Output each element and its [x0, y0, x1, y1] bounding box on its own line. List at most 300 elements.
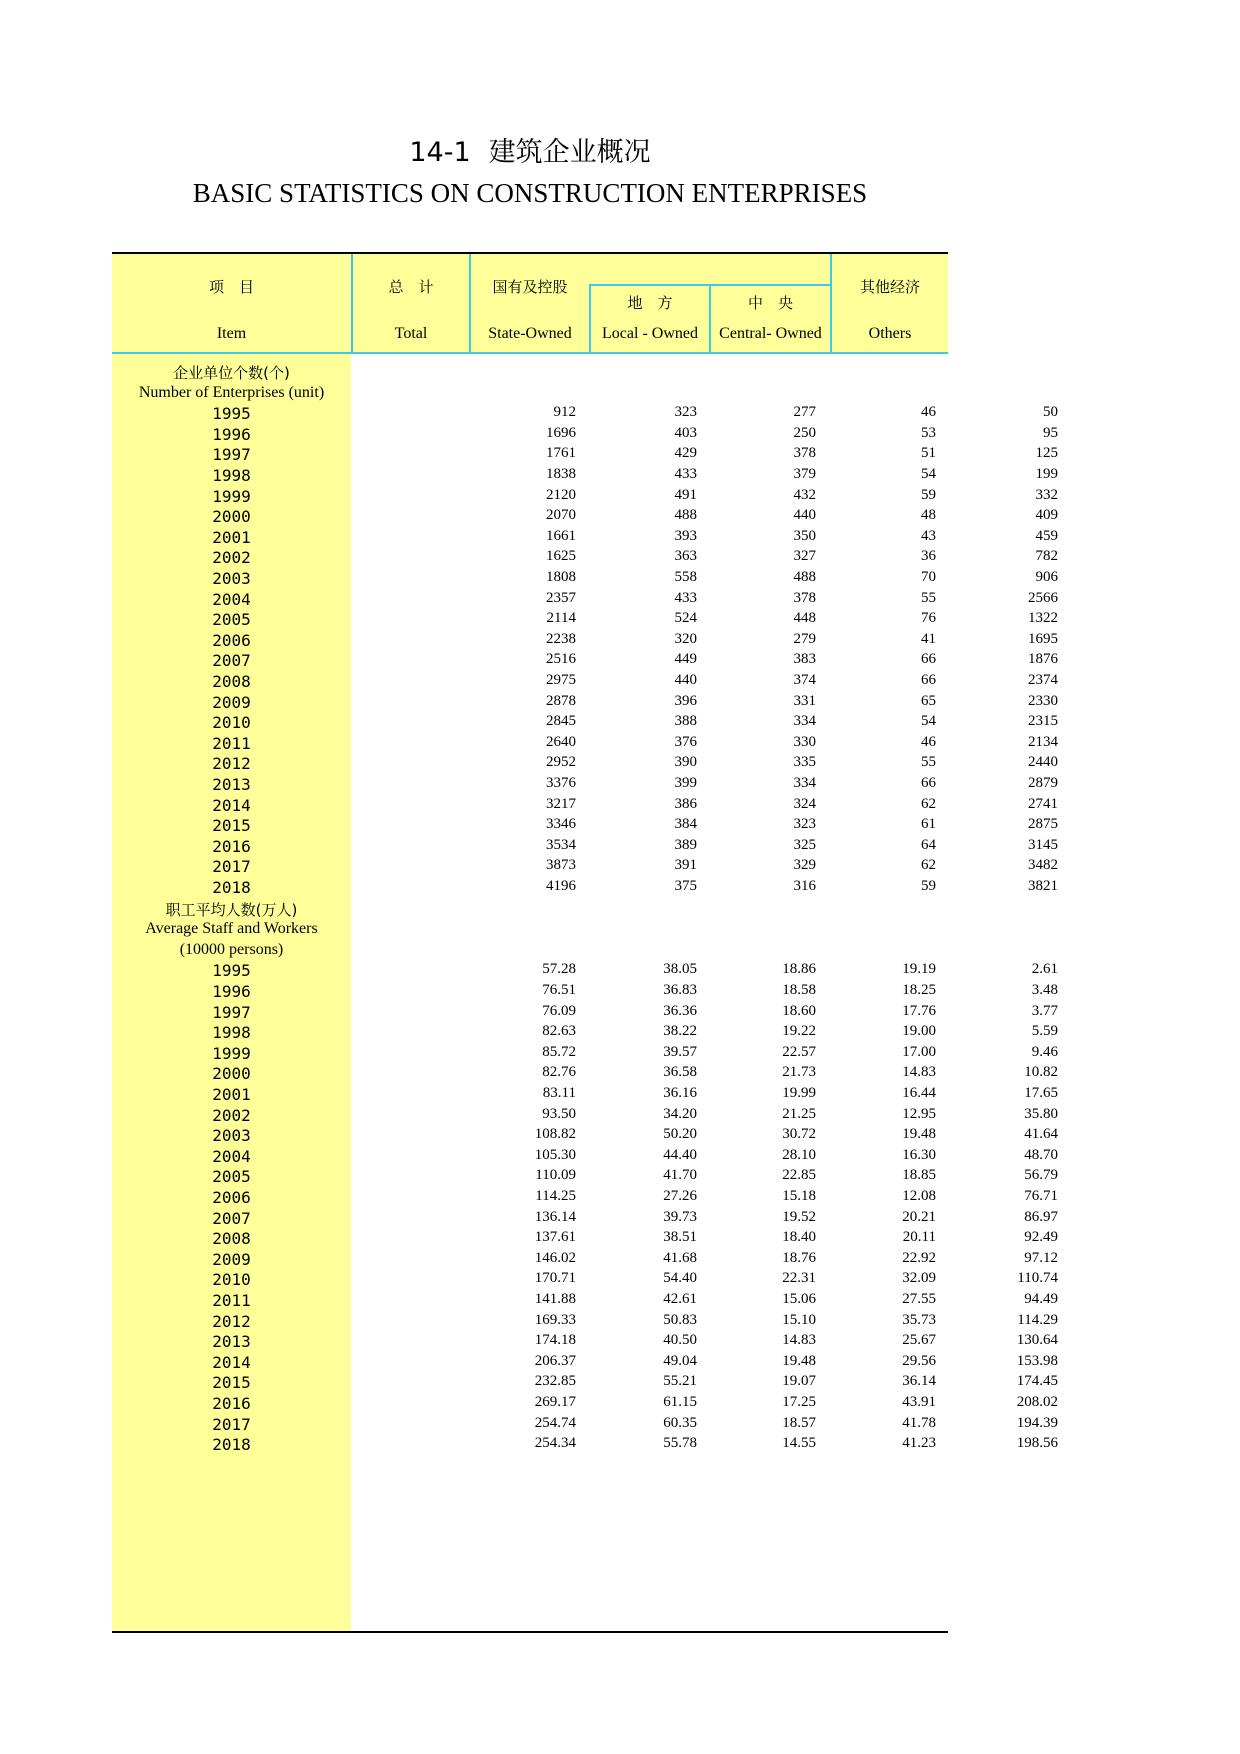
cell-value: 57.28 — [542, 961, 576, 978]
cell-value: 327 — [793, 548, 816, 565]
cell-value: 70 — [921, 569, 936, 585]
cell-value: 21.25 — [782, 1105, 816, 1122]
cell-value: 16.30 — [902, 1146, 936, 1163]
row-year: 2015 — [212, 816, 251, 836]
cell-value: 206.37 — [534, 1352, 576, 1369]
statistics-table — [112, 252, 1058, 1633]
row-year: 2017 — [212, 857, 251, 877]
row-year: 2009 — [212, 1249, 251, 1269]
cell-value: 62 — [921, 795, 936, 812]
cell-value: 19.48 — [782, 1352, 816, 1369]
cell-value: 39.73 — [663, 1208, 697, 1225]
cell-value: 375 — [674, 878, 697, 894]
cell-value: 19.52 — [782, 1208, 816, 1225]
cell-value: 41.78 — [902, 1414, 936, 1431]
cell-value: 146.02 — [534, 1249, 576, 1266]
cell-value: 3.77 — [1031, 1002, 1058, 1019]
cell-value: 38.22 — [663, 1023, 697, 1040]
cell-value: 2879 — [1028, 775, 1058, 791]
row-year: 1996 — [212, 424, 251, 444]
cell-value: 55 — [921, 754, 936, 771]
row-year: 2000 — [212, 507, 251, 527]
cell-value: 41.23 — [902, 1435, 936, 1452]
cell-value: 54 — [921, 466, 936, 482]
cell-value: 92.49 — [1024, 1229, 1058, 1246]
row-year: 2017 — [212, 1414, 251, 1434]
header-central-owned — [711, 254, 830, 352]
table-row — [112, 1414, 1058, 1438]
table-row — [112, 527, 1058, 551]
cell-value: 105.30 — [534, 1146, 576, 1163]
cell-value: 2875 — [1028, 816, 1058, 833]
cell-value: 41.70 — [663, 1167, 697, 1184]
table-row — [112, 630, 1058, 654]
cell-value: 440 — [793, 507, 816, 524]
row-year: 2013 — [212, 775, 251, 794]
cell-value: 55.21 — [663, 1373, 697, 1390]
row-year: 1995 — [212, 404, 251, 424]
cell-value: 334 — [793, 713, 816, 730]
table-row — [112, 1249, 1058, 1273]
row-year: 1999 — [212, 486, 251, 506]
cell-value: 65 — [921, 692, 936, 709]
cell-value: 18.58 — [782, 982, 816, 998]
table-row — [112, 1043, 1058, 1067]
cell-value: 22.85 — [782, 1167, 816, 1184]
cell-value: 488 — [793, 569, 816, 585]
cell-value: 383 — [793, 651, 816, 668]
table-row — [112, 775, 1058, 798]
cell-value: 448 — [793, 610, 816, 627]
cell-value: 170.71 — [534, 1270, 576, 1287]
cell-value: 59 — [921, 878, 936, 894]
cell-value: 324 — [793, 795, 816, 812]
table-row — [112, 795, 1058, 819]
header-others-en: Others — [868, 325, 912, 342]
row-year: 2005 — [212, 1167, 251, 1187]
cell-value: 449 — [674, 651, 697, 668]
cell-value: 95 — [1043, 424, 1058, 441]
cell-value: 114.25 — [535, 1188, 576, 1204]
cell-value: 15.18 — [782, 1188, 816, 1204]
cell-value: 66 — [921, 672, 936, 688]
cell-value: 323 — [674, 404, 697, 421]
cell-value: 51 — [921, 445, 936, 462]
cell-value: 39.57 — [663, 1043, 697, 1060]
cell-value: 254.74 — [534, 1414, 576, 1431]
cell-value: 76.51 — [542, 982, 576, 998]
cell-value: 53 — [921, 424, 936, 441]
cell-value: 44.40 — [663, 1146, 697, 1163]
cell-value: 331 — [793, 692, 816, 709]
cell-value: 433 — [674, 466, 697, 482]
cell-value: 22.57 — [782, 1043, 816, 1060]
cell-value: 1695 — [1028, 630, 1058, 647]
cell-value: 22.92 — [902, 1249, 936, 1266]
table-row — [112, 548, 1058, 571]
cell-value: 378 — [793, 445, 816, 462]
cell-value: 459 — [1035, 527, 1058, 544]
header-state-owned — [471, 254, 589, 352]
cell-value: 22.31 — [782, 1270, 816, 1287]
table-row — [112, 445, 1058, 468]
header-local-owned — [591, 254, 709, 352]
table-row — [112, 1311, 1058, 1335]
header-state-en: State-Owned — [488, 325, 572, 342]
cell-value: 17.25 — [782, 1394, 816, 1410]
cell-value: 320 — [674, 630, 697, 647]
cell-value: 19.07 — [782, 1373, 816, 1390]
cell-value: 174.18 — [534, 1332, 576, 1349]
cell-value: 18.57 — [782, 1414, 816, 1431]
row-year: 2011 — [212, 1291, 251, 1310]
cell-value: 50.83 — [663, 1311, 697, 1328]
cell-value: 2.61 — [1031, 961, 1058, 978]
row-year: 1997 — [212, 445, 251, 465]
row-year: 2004 — [212, 589, 251, 609]
cell-value: 17.76 — [902, 1002, 936, 1019]
section-title-en: Number of Enterprises (unit) — [138, 383, 325, 401]
cell-value: 93.50 — [542, 1105, 576, 1122]
cell-value: 433 — [674, 589, 697, 606]
table-row — [112, 672, 1058, 695]
cell-value: 396 — [674, 692, 697, 709]
row-year: 2018 — [212, 878, 251, 897]
cell-value: 17.00 — [902, 1043, 936, 1060]
cell-value: 316 — [793, 878, 816, 894]
cell-value: 2640 — [546, 733, 576, 750]
cell-value: 38.51 — [663, 1229, 697, 1246]
cell-value: 34.20 — [663, 1105, 697, 1122]
row-year: 2011 — [212, 733, 251, 753]
row-year: 2016 — [212, 1394, 251, 1413]
row-year: 1997 — [212, 1002, 251, 1022]
table-row — [112, 1332, 1058, 1355]
row-year: 2009 — [212, 692, 251, 712]
cell-value: 18.86 — [782, 961, 816, 978]
table-row — [112, 1126, 1058, 1149]
table-row — [112, 1394, 1058, 1417]
row-year: 1998 — [212, 1023, 251, 1043]
section-title-cn: 企业单位个数(个) — [173, 364, 290, 382]
row-year: 2007 — [212, 1208, 251, 1228]
cell-value: 97.12 — [1024, 1249, 1058, 1266]
cell-value: 2315 — [1028, 713, 1058, 730]
table-header — [112, 252, 948, 354]
header-total-cn: 总 计 — [388, 278, 434, 296]
cell-value: 20.21 — [902, 1208, 936, 1225]
header-item-cn: 项 目 — [208, 278, 254, 296]
table-row — [112, 404, 1058, 427]
cell-value: 19.19 — [902, 961, 936, 978]
cell-value: 3.48 — [1031, 982, 1058, 998]
row-year: 2002 — [212, 548, 251, 568]
cell-value: 56.79 — [1024, 1167, 1058, 1184]
header-local-en: Local - Owned — [602, 325, 698, 342]
cell-value: 335 — [793, 754, 816, 771]
table-row — [112, 1352, 1058, 1376]
cell-value: 9.46 — [1031, 1043, 1058, 1060]
cell-value: 62 — [921, 857, 936, 874]
table-row — [112, 1002, 1058, 1026]
row-year: 2008 — [212, 1229, 251, 1249]
cell-value: 250 — [793, 424, 816, 441]
cell-value: 18.25 — [902, 982, 936, 998]
cell-value: 1625 — [546, 548, 576, 565]
table-row — [112, 982, 1058, 1005]
table-row — [112, 1291, 1058, 1314]
cell-value: 27.26 — [663, 1188, 697, 1204]
cell-value: 19.99 — [782, 1085, 816, 1101]
cell-value: 2516 — [546, 651, 576, 668]
cell-value: 432 — [793, 486, 816, 503]
cell-value: 82.63 — [542, 1023, 576, 1040]
cell-value: 2238 — [546, 630, 576, 647]
table-row — [112, 610, 1058, 633]
cell-value: 254.34 — [534, 1435, 576, 1452]
row-year: 2006 — [212, 1188, 251, 1207]
cell-value: 2330 — [1028, 692, 1058, 709]
cell-value: 55 — [921, 589, 936, 606]
cell-value: 17.65 — [1024, 1085, 1058, 1101]
cell-value: 76 — [921, 610, 936, 627]
cell-value: 153.98 — [1016, 1352, 1058, 1369]
cell-value: 61 — [921, 816, 936, 833]
cell-value: 19.00 — [902, 1023, 936, 1040]
header-item-en: Item — [216, 325, 247, 342]
cell-value: 55.78 — [663, 1435, 697, 1452]
row-year: 2014 — [212, 795, 251, 815]
cell-value: 28.10 — [782, 1146, 816, 1163]
table-row — [112, 1373, 1058, 1396]
cell-value: 329 — [793, 857, 816, 874]
cell-value: 388 — [674, 713, 697, 730]
cell-value: 19.22 — [782, 1023, 816, 1040]
table-number: 14-1 — [409, 137, 471, 168]
page-title-en: BASIC STATISTICS ON CONSTRUCTION ENTERPRISES — [192, 178, 868, 208]
cell-value: 85.72 — [542, 1043, 576, 1060]
cell-value: 18.40 — [782, 1229, 816, 1246]
cell-value: 386 — [674, 795, 697, 812]
table-row — [112, 733, 1058, 757]
cell-value: 110.74 — [1017, 1270, 1058, 1287]
cell-value: 379 — [793, 466, 816, 482]
cell-value: 2566 — [1028, 589, 1058, 606]
cell-value: 30.72 — [782, 1126, 816, 1143]
table-row — [112, 1085, 1058, 1108]
row-year: 2008 — [212, 672, 251, 691]
row-year: 2016 — [212, 836, 251, 856]
cell-value: 2357 — [546, 589, 576, 606]
cell-value: 325 — [793, 836, 816, 853]
cell-value: 1838 — [546, 466, 576, 482]
table-row — [112, 836, 1058, 860]
cell-value: 110.09 — [535, 1167, 576, 1184]
cell-value: 10.82 — [1024, 1064, 1058, 1081]
cell-value: 94.49 — [1024, 1291, 1058, 1307]
cell-value: 363 — [674, 548, 697, 565]
cell-value: 25.67 — [902, 1332, 936, 1349]
row-year: 2005 — [212, 610, 251, 630]
table-row — [112, 424, 1058, 448]
cell-value: 1661 — [546, 527, 576, 544]
row-year: 2000 — [212, 1064, 251, 1084]
cell-value: 2741 — [1028, 795, 1058, 812]
row-year: 1995 — [212, 961, 251, 981]
table-row — [112, 1208, 1058, 1232]
cell-value: 64 — [921, 836, 936, 853]
cell-value: 2952 — [546, 754, 576, 771]
cell-value: 393 — [674, 527, 697, 544]
cell-value: 50 — [1043, 404, 1058, 421]
table-row — [112, 692, 1058, 716]
cell-value: 429 — [674, 445, 697, 462]
header-item — [112, 254, 351, 352]
table-row — [112, 1188, 1058, 1211]
cell-value: 18.85 — [902, 1167, 936, 1184]
cell-value: 36.83 — [663, 982, 697, 998]
row-year: 2018 — [212, 1435, 251, 1455]
table-row — [112, 816, 1058, 839]
cell-value: 36 — [921, 548, 936, 565]
cell-value: 14.83 — [902, 1064, 936, 1081]
header-central-en: Central- Owned — [719, 325, 822, 342]
cell-value: 3145 — [1028, 836, 1058, 853]
row-year: 2012 — [212, 754, 251, 774]
cell-value: 1696 — [546, 424, 576, 441]
cell-value: 208.02 — [1016, 1394, 1058, 1410]
cell-value: 130.64 — [1016, 1332, 1058, 1349]
cell-value: 41.64 — [1024, 1126, 1058, 1143]
cell-value: 86.97 — [1024, 1208, 1058, 1225]
cell-value: 1808 — [546, 569, 576, 585]
cell-value: 66 — [921, 775, 936, 791]
cell-value: 27.55 — [902, 1291, 936, 1307]
cell-value: 42.61 — [663, 1291, 697, 1307]
cell-value: 49.04 — [663, 1352, 697, 1369]
cell-value: 3376 — [546, 775, 576, 791]
cell-value: 14.83 — [782, 1332, 816, 1349]
cell-value: 1876 — [1028, 651, 1058, 668]
cell-value: 20.11 — [902, 1229, 936, 1246]
row-year: 2013 — [212, 1332, 251, 1352]
cell-value: 3482 — [1028, 857, 1058, 874]
cell-value: 40.50 — [663, 1332, 697, 1349]
cell-value: 21.73 — [782, 1064, 816, 1081]
row-year: 1999 — [212, 1043, 251, 1063]
cell-value: 1761 — [546, 445, 576, 462]
cell-value: 2374 — [1028, 672, 1058, 688]
cell-value: 782 — [1035, 548, 1058, 565]
table-row — [112, 878, 1058, 901]
cell-value: 137.61 — [534, 1229, 576, 1246]
cell-value: 18.76 — [782, 1249, 816, 1266]
cell-value: 15.10 — [782, 1311, 816, 1328]
row-year: 2010 — [212, 1270, 251, 1290]
cell-value: 1322 — [1028, 610, 1058, 627]
header-others — [832, 254, 948, 352]
cell-value: 35.80 — [1024, 1105, 1058, 1122]
cell-value: 174.45 — [1016, 1373, 1058, 1390]
cell-value: 334 — [793, 775, 816, 791]
cell-value: 66 — [921, 651, 936, 668]
cell-value: 108.82 — [534, 1126, 576, 1143]
table-row — [112, 857, 1058, 880]
cell-value: 76.09 — [542, 1002, 576, 1019]
cell-value: 16.44 — [902, 1085, 936, 1101]
table-body — [112, 354, 1058, 1633]
cell-value: 350 — [793, 527, 816, 544]
cell-value: 38.05 — [663, 961, 697, 978]
table-row — [112, 507, 1058, 530]
cell-value: 43.91 — [902, 1394, 936, 1410]
row-year: 2001 — [212, 1085, 251, 1104]
cell-value: 524 — [674, 610, 697, 627]
cell-value: 403 — [674, 424, 697, 441]
row-year: 2001 — [212, 527, 251, 547]
cell-value: 232.85 — [534, 1373, 576, 1390]
cell-value: 378 — [793, 589, 816, 606]
cell-value: 3346 — [546, 816, 576, 833]
table-row — [112, 1146, 1058, 1170]
cell-value: 399 — [674, 775, 697, 791]
table-row — [112, 486, 1058, 510]
cell-value: 2975 — [546, 672, 576, 688]
cell-value: 14.55 — [782, 1435, 816, 1452]
cell-value: 41.68 — [663, 1249, 697, 1266]
table-row — [112, 1167, 1058, 1190]
cell-value: 114.29 — [1017, 1311, 1058, 1328]
cell-value: 912 — [553, 404, 576, 421]
row-year: 2004 — [212, 1146, 251, 1166]
cell-value: 48.70 — [1024, 1146, 1058, 1163]
cell-value: 3873 — [546, 857, 576, 874]
header-local-cn: 地 方 — [627, 294, 673, 312]
cell-value: 136.14 — [534, 1208, 576, 1225]
cell-value: 332 — [1035, 486, 1058, 503]
cell-value: 3217 — [546, 795, 576, 812]
header-others-cn: 其他经济 — [859, 278, 920, 296]
cell-value: 141.88 — [534, 1291, 576, 1307]
section-title-en: Average Staff and Workers — [145, 920, 318, 938]
cell-value: 389 — [674, 836, 697, 853]
cell-value: 12.95 — [902, 1105, 936, 1122]
cell-value: 374 — [793, 672, 816, 688]
row-year: 2014 — [212, 1352, 251, 1372]
cell-value: 2114 — [546, 610, 576, 627]
cell-value: 3821 — [1028, 878, 1058, 894]
table-row — [112, 569, 1058, 592]
cell-value: 330 — [793, 733, 816, 750]
cell-value: 323 — [793, 816, 816, 833]
table-row — [112, 961, 1058, 984]
cell-value: 2878 — [546, 692, 576, 709]
table-row — [112, 1064, 1058, 1087]
table-row — [112, 1270, 1058, 1293]
cell-value: 488 — [674, 507, 697, 524]
cell-value: 199 — [1035, 466, 1058, 482]
cell-value: 2134 — [1028, 733, 1058, 750]
header-central-cn: 中 央 — [747, 294, 793, 312]
section-title-cn: 职工平均人数(万人) — [165, 900, 298, 919]
cell-value: 19.48 — [902, 1126, 936, 1143]
cell-value: 46 — [921, 733, 936, 750]
row-year: 2015 — [212, 1373, 251, 1393]
cell-value: 48 — [921, 507, 936, 524]
cell-value: 82.76 — [542, 1064, 576, 1081]
cell-value: 43 — [921, 527, 936, 544]
row-year: 2002 — [212, 1105, 251, 1125]
